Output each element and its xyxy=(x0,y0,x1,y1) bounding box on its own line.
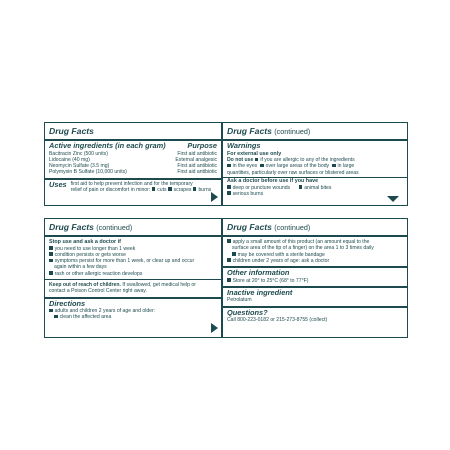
ask-doctor-heading: Ask a doctor before use if you have xyxy=(227,177,319,184)
bullet-icon xyxy=(227,278,231,282)
active-ingredients-heading: Active ingredients (in each gram) xyxy=(49,141,166,150)
directions-heading: Directions xyxy=(49,298,86,308)
continue-arrow-icon xyxy=(211,192,218,202)
ingredient-row: Bacitracin Zinc (500 units) First aid antibiotic xyxy=(49,150,217,157)
inactive-text: Petrolatum xyxy=(227,297,252,304)
bullet-icon xyxy=(49,271,53,275)
bullet-icon xyxy=(193,187,197,191)
stop-use-item: rash or other allergic reaction develops xyxy=(45,271,221,277)
continue-arrow-icon xyxy=(211,323,218,333)
ask-doctor-items: deep or puncture wounds animal bites xyxy=(223,185,407,191)
call-text: Call 800-223-0182 or 215-273-8755 (collect) xyxy=(227,317,328,324)
drug-facts-panel-2 xyxy=(222,122,408,206)
children-under-line: children under 2 years of age: ask a doctor xyxy=(223,258,407,264)
uses-line: first aid to help prevent infection and for the temporary xyxy=(70,180,193,187)
bullet-icon xyxy=(232,252,236,256)
do-not-use-line: Do not use if you are allergic to any of the ingredients xyxy=(227,157,355,164)
external-use-text: For external use only xyxy=(227,150,282,157)
ingredient-row: Lidocaine (40 mg) External analgesic xyxy=(49,156,217,163)
uses-heading: Uses xyxy=(49,179,67,189)
bullet-icon xyxy=(299,185,303,189)
bullet-icon xyxy=(49,309,53,313)
drug-facts-panel-4 xyxy=(222,218,408,338)
ask-doctor-item: serious burns xyxy=(223,191,407,197)
directions-item: adults and children 2 years of age and older: xyxy=(45,308,221,314)
apply-line: apply a small amount of this product (an amount equal to the xyxy=(223,239,407,245)
apply-line-cont: surface area of the tip of a finger) on the area 1 to 3 times daily xyxy=(232,245,374,252)
inactive-heading: Inactive ingredient xyxy=(227,287,293,297)
warnings-heading: Warnings xyxy=(227,141,261,150)
stop-use-item: condition persists or gets worse xyxy=(45,252,221,258)
keep-out-cont: contact a Poison Control Center right away. xyxy=(49,288,147,295)
store-line: Store at 20° to 25°C (68° to 77°F) xyxy=(223,278,407,284)
stop-use-item: you need to use longer than 1 week xyxy=(45,246,221,252)
keep-out-line: Keep out of reach of children. If swallowed, get medical help or xyxy=(49,282,196,289)
bullet-icon xyxy=(227,191,231,195)
bullet-icon xyxy=(49,246,53,250)
uses-line: relief of pain or discomfort in minor: cuts scrapes burns xyxy=(70,186,212,193)
panel-title: Drug Facts (continued) xyxy=(227,222,311,232)
stop-use-item: symptoms persist for more than 1 week, or clear up and occur xyxy=(45,258,221,264)
stop-use-item-cont: again within a few days xyxy=(54,264,107,271)
bullet-icon xyxy=(152,187,156,191)
bullet-icon xyxy=(227,239,231,243)
bullet-icon xyxy=(54,315,58,319)
ingredient-row: Neomycin Sulfate (3.5 mg) First aid antibiotic xyxy=(49,163,217,170)
bullet-icon xyxy=(332,164,336,168)
panel-title: Drug Facts (continued) xyxy=(49,222,133,232)
bullet-icon xyxy=(260,164,264,168)
bullet-icon xyxy=(227,258,231,262)
bullet-icon xyxy=(227,164,231,168)
directions-sub-item: clean the affected area xyxy=(45,314,221,320)
active-ingredients-heading-row xyxy=(45,141,221,151)
drug-facts-panel-3 xyxy=(44,218,222,338)
bullet-icon xyxy=(227,185,231,189)
apply-sub-item: may be covered with a sterile bandage xyxy=(223,252,407,258)
panel-title: Drug Facts xyxy=(49,126,94,136)
continue-arrow-icon xyxy=(387,196,399,202)
do-not-use-items: in the eyes over large areas of the body in large xyxy=(223,163,407,169)
purpose-heading: Purpose xyxy=(187,141,217,150)
bullet-icon xyxy=(49,259,53,263)
bullet-icon xyxy=(168,187,172,191)
bullet-icon xyxy=(255,158,259,162)
panel-title: Drug Facts (continued) xyxy=(227,126,311,136)
questions-heading: Questions? xyxy=(227,307,268,317)
drug-facts-panel-1 xyxy=(44,122,222,206)
other-info-heading: Other information xyxy=(227,268,290,278)
do-not-use-cont: quantities, particularly over raw surfaces or blistered areas xyxy=(227,169,359,176)
uses-section xyxy=(45,180,221,194)
stop-use-heading: Stop use and ask a doctor if xyxy=(49,239,121,245)
bullet-icon xyxy=(49,252,53,256)
ingredient-row: Polymyxin B Sulfate (10,000 units) First aid antibiotic xyxy=(49,169,217,176)
